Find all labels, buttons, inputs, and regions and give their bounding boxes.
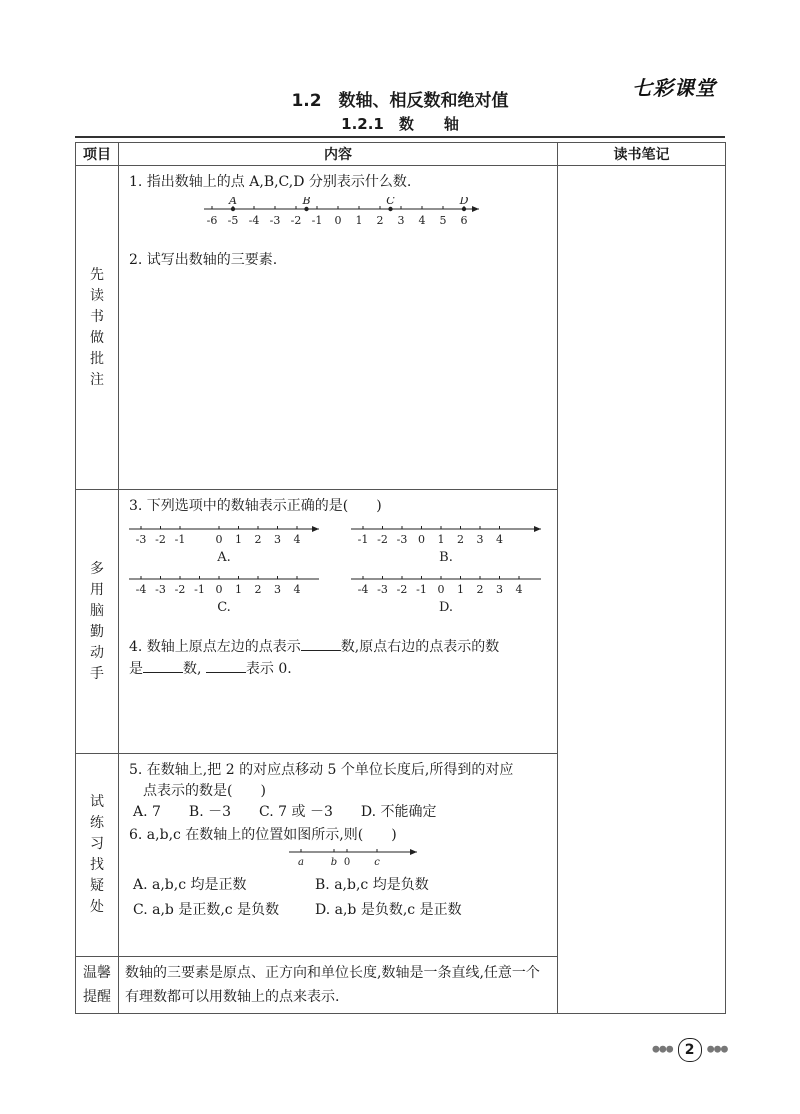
q3-tick-label: -3 — [377, 583, 388, 596]
q6-option-c[interactable]: C. a,b 是正数,c 是负数 — [133, 902, 280, 918]
q3-tick-label: 4 — [496, 533, 503, 546]
q5-option-a[interactable]: A. 7 — [133, 804, 161, 820]
section-think-content — [119, 490, 558, 754]
tip-label: 温馨提醒 — [76, 957, 119, 1014]
q6-option-a[interactable]: A. a,b,c 均是正数 — [133, 877, 247, 893]
q3-tick-label: -1 — [416, 583, 427, 596]
question-2: 2. 试写出数轴的三要素. — [129, 252, 278, 268]
header-content: 内容 — [119, 143, 558, 166]
header-row — [76, 143, 726, 166]
question-5: 5. 在数轴上,把 2 的对应点移动 5 个单位长度后,所得到的对应 点表示的数是( ) A. 7 B. －3 C. 7 或 －3 D. 不能确定 — [129, 760, 547, 823]
q3-tick-label: 2 — [476, 583, 484, 596]
q3-tick-label: 0 — [418, 533, 425, 546]
q1-tick-label: 3 — [397, 214, 405, 227]
q3-tick-label: 3 — [274, 533, 281, 546]
q3-tick-label: 4 — [293, 533, 301, 546]
q1-point-label: A — [229, 197, 237, 207]
q3-tick-label: -2 — [377, 533, 388, 546]
q1-point-label: C — [386, 197, 395, 207]
notes-column[interactable] — [558, 166, 726, 1014]
q6-axis-label: a — [298, 857, 304, 868]
q3-option-0-axis-arrow — [312, 526, 319, 532]
q1-tick-label: 5 — [439, 214, 447, 227]
section-label-practice: 试练习找疑处 — [76, 754, 119, 957]
q1-tick-label: 4 — [418, 214, 426, 227]
header-notes: 读书笔记 — [558, 143, 726, 166]
section-label-read: 先读书做批注 — [76, 166, 119, 490]
q6-option-b[interactable]: B. a,b,c 均是负数 — [315, 877, 429, 893]
q3-tick-label: -1 — [194, 583, 205, 596]
q3-option-letter: C. — [217, 600, 231, 615]
q1-point-b — [304, 207, 308, 211]
q5-option-d[interactable]: D. 不能确定 — [360, 804, 437, 820]
q3-tick-label: 4 — [293, 583, 301, 596]
q6-axis-label: b — [330, 857, 338, 868]
q4-blank-2[interactable] — [143, 658, 183, 673]
q1-point-a — [231, 207, 235, 211]
header-item: 项目 — [76, 143, 119, 166]
page-number: ●●● 2 ●●● — [652, 1038, 727, 1062]
q1-tick-label: -6 — [206, 214, 218, 227]
q6-number-line — [289, 846, 419, 868]
q5-options — [133, 802, 547, 823]
q3-tick-label: 3 — [274, 583, 281, 596]
q3-tick-label: -4 — [357, 583, 369, 596]
q3-tick-label: 2 — [457, 533, 464, 546]
q3-tick-label: 0 — [215, 583, 223, 596]
q3-tick-label: -1 — [174, 533, 186, 546]
q3-option-letter: A. — [217, 550, 231, 565]
q1-tick-label: -2 — [290, 214, 302, 227]
q3-tick-label: -2 — [396, 583, 408, 596]
q1-tick-label: -4 — [248, 214, 260, 227]
q3-option-letter: B. — [439, 550, 453, 565]
section-read-content — [119, 166, 558, 490]
q3-tick-label: 3 — [496, 583, 503, 596]
brand-logo: 七彩课堂 — [632, 76, 716, 100]
question-6: 6. a,b,c 在数轴上的位置如图所示,则( ) a b 0 c A. a,b,c 均是正数 B. a,b,c 均是负数 C. a,b 是正数,c 是负数 D. a,b 是负数,c 是正数 — [129, 825, 547, 921]
q5-option-c[interactable]: C. 7 或 －3 — [259, 804, 333, 820]
q3-tick-label: -3 — [135, 533, 147, 546]
q3-tick-label: 1 — [235, 583, 242, 596]
q3-tick-label: -1 — [357, 533, 369, 546]
q4-blank-3[interactable] — [206, 658, 246, 673]
q3-tick-label: -2 — [155, 533, 166, 546]
q3-tick-label: 0 — [437, 583, 445, 596]
q4-blank-1[interactable] — [301, 636, 341, 651]
q3-tick-label: -2 — [174, 583, 186, 596]
q3-tick-label: 2 — [254, 583, 262, 596]
q1-axis-arrow — [472, 206, 479, 212]
question-1: 1. 指出数轴上的点 A,B,C,D 分别表示什么数. — [129, 174, 412, 190]
q1-tick-label: 2 — [376, 214, 384, 227]
worksheet-table — [75, 142, 726, 1014]
q6-axis-arrow — [410, 849, 417, 855]
q1-point-label: D — [459, 197, 469, 207]
q3-tick-label: 2 — [254, 533, 262, 546]
q3-tick-label: 0 — [215, 533, 223, 546]
q3-tick-label: 4 — [515, 583, 523, 596]
q1-point-label: B — [302, 197, 311, 207]
q5-option-b[interactable]: B. －3 — [188, 804, 232, 820]
section-practice-content — [119, 754, 558, 957]
question-4: 4. 数轴上原点左边的点表示 数,原点右边的点表示的数 是 数, 表示 0. — [129, 636, 547, 680]
q3-options-figure — [129, 521, 544, 621]
q1-tick-label: -1 — [311, 214, 323, 227]
q3-tick-label: 3 — [476, 533, 484, 546]
q1-number-line — [204, 197, 494, 227]
q3-tick-label: 1 — [235, 533, 242, 546]
q3-tick-label: -3 — [396, 533, 408, 546]
q3-tick-label: 1 — [457, 583, 464, 596]
q1-tick-label: 1 — [355, 214, 363, 227]
q6-axis-label: 0 — [343, 857, 351, 868]
q1-tick-label: 0 — [334, 214, 342, 227]
q3-option-letter: D. — [438, 600, 454, 615]
top-rule — [75, 136, 725, 138]
section-label-think: 多用脑勤动手 — [76, 490, 119, 754]
q3-tick-label: -4 — [135, 583, 147, 596]
tip-text: 数轴的三要素是原点、正方向和单位长度,数轴是一条直线,任意一个有理数都可以用数轴上的点来表示. — [119, 957, 558, 1014]
q6-axis-label: c — [374, 857, 380, 868]
q3-tick-label: -3 — [155, 583, 166, 596]
q1-tick-label: -5 — [227, 214, 239, 227]
q1-tick-label: -3 — [269, 214, 281, 227]
q1-point-c — [388, 207, 392, 211]
section-title: 1.2 数轴、相反数和绝对值 — [291, 91, 509, 111]
q3-tick-label: 1 — [437, 533, 445, 546]
question-3: 3. 下列选项中的数轴表示正确的是( ) — [129, 498, 382, 514]
q1-tick-label: 6 — [460, 214, 468, 227]
q1-point-d — [462, 207, 466, 211]
subsection-title: 1.2.1 数 轴 — [341, 115, 459, 133]
section-read-row — [76, 166, 726, 490]
q3-option-1-axis-arrow — [534, 526, 541, 532]
q6-option-d[interactable]: D. a,b 是负数,c 是正数 — [315, 902, 462, 918]
